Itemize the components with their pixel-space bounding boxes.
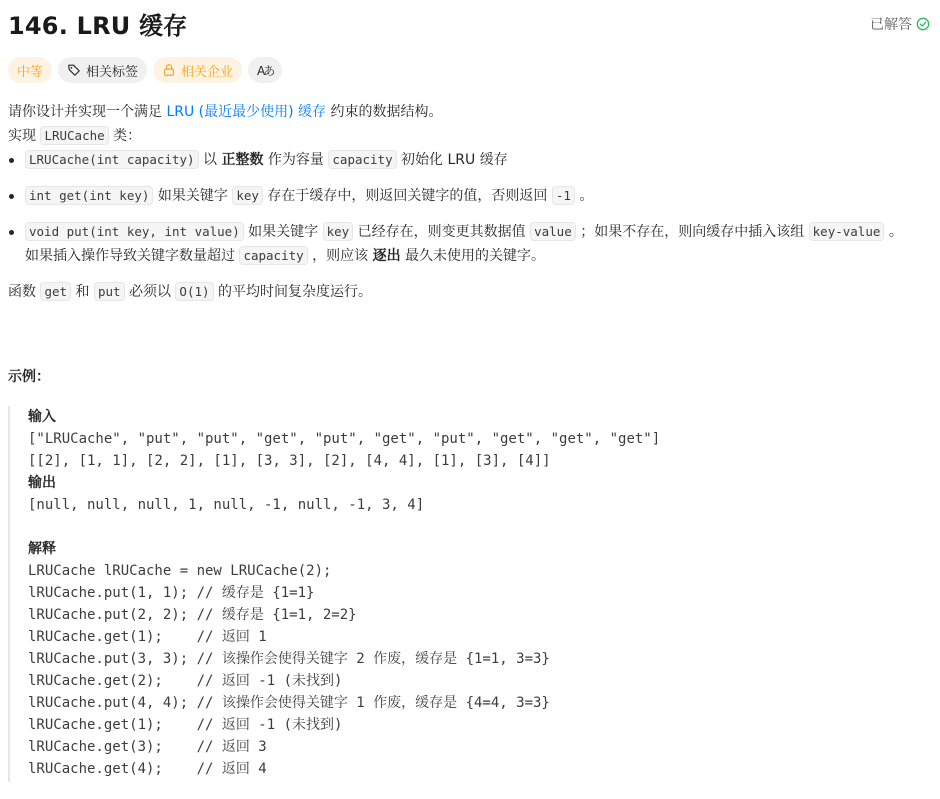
explain-line: lRUCache.get(4); // 返回 4 — [28, 761, 267, 777]
tag-icon — [67, 63, 81, 77]
list-item: int get(int key) 如果关键字 key 存在于缓存中，则返回关键字的值，否则返回 -1 。 — [8, 184, 914, 208]
title-row — [8, 6, 930, 40]
explain-line: lRUCache.put(3, 3); // 该操作会使得关键字 2 作废，缓存是 {1=1, 3=3} — [28, 651, 550, 667]
solved-label: 已解答 — [870, 17, 912, 33]
explain-line: lRUCache.get(2); // 返回 -1 (未找到) — [28, 673, 343, 689]
impl-paragraph: 实现 LRUCache 类： — [8, 128, 142, 144]
explain-label: 解释 — [28, 541, 56, 557]
lock-icon — [162, 63, 176, 77]
solved-status[interactable] — [870, 14, 930, 34]
translate-icon: Aあ — [257, 63, 274, 78]
intro-paragraph: 请你设计并实现一个满足 LRU (最近最少使用) 缓存 约束的数据结构。 — [8, 104, 443, 120]
list-item: void put(int key, int value) 如果关键字 key 已经存在，则变更其数据值 value ；如果不存在，则向缓存中插入该组 key-value 。如果插入操作导致关键字数量超过 capacity ，则应该 逐出 最久未使用的关键字。 — [8, 220, 914, 268]
explain-line: lRUCache.get(1); // 返回 1 — [28, 629, 267, 645]
complexity-paragraph: 函数 get 和 put 必须以 O(1) 的平均时间复杂度运行。 — [8, 284, 372, 300]
output-label: 输出 — [28, 475, 56, 491]
input-line: ["LRUCache", "put", "put", "get", "put", "get", "put", "get", "get", "get"] — [28, 431, 661, 447]
input-line: [[2], [1, 1], [2, 2], [1], [3, 3], [2], [4, 4], [1], [3], [4]] — [28, 453, 551, 469]
lru-link[interactable]: LRU (最近最少使用) 缓存 — [166, 104, 327, 120]
method-list — [8, 148, 914, 268]
difficulty-badge[interactable]: 中等 — [8, 57, 52, 83]
explain-line: lRUCache.put(2, 2); // 缓存是 {1=1, 2=2} — [28, 607, 357, 623]
related-tags-label: 相关标签 — [86, 64, 139, 80]
explain-line: lRUCache.get(3); // 返回 3 — [28, 739, 267, 755]
explain-line: lRUCache.put(1, 1); // 缓存是 {1=1} — [28, 585, 315, 601]
inline-code: LRUCache — [40, 126, 108, 145]
explain-line: lRUCache.put(4, 4); // 该操作会使得关键字 1 作废，缓存是 {4=4, 3=3} — [28, 695, 550, 711]
related-companies-label: 相关企业 — [181, 64, 234, 80]
explain-line: lRUCache.get(1); // 返回 -1 (未找到) — [28, 717, 343, 733]
explain-line: LRUCache lRUCache = new LRUCache(2); — [28, 563, 332, 579]
output-line: [null, null, null, 1, null, -1, null, -1, 3, 4] — [28, 497, 425, 513]
example-block — [8, 406, 748, 782]
related-companies-button[interactable] — [153, 57, 242, 83]
example-heading: 示例： — [8, 369, 50, 385]
input-label: 输入 — [28, 409, 56, 425]
problem-title: 146. LRU 缓存 — [8, 11, 188, 40]
check-circle-icon — [916, 17, 930, 31]
list-item: LRUCache(int capacity) 以 正整数 作为容量 capacity 初始化 LRU 缓存 — [8, 148, 914, 172]
related-tags-button[interactable] — [58, 57, 147, 83]
problem-description — [8, 100, 914, 304]
translate-button[interactable] — [248, 57, 282, 83]
tag-row — [8, 57, 282, 83]
